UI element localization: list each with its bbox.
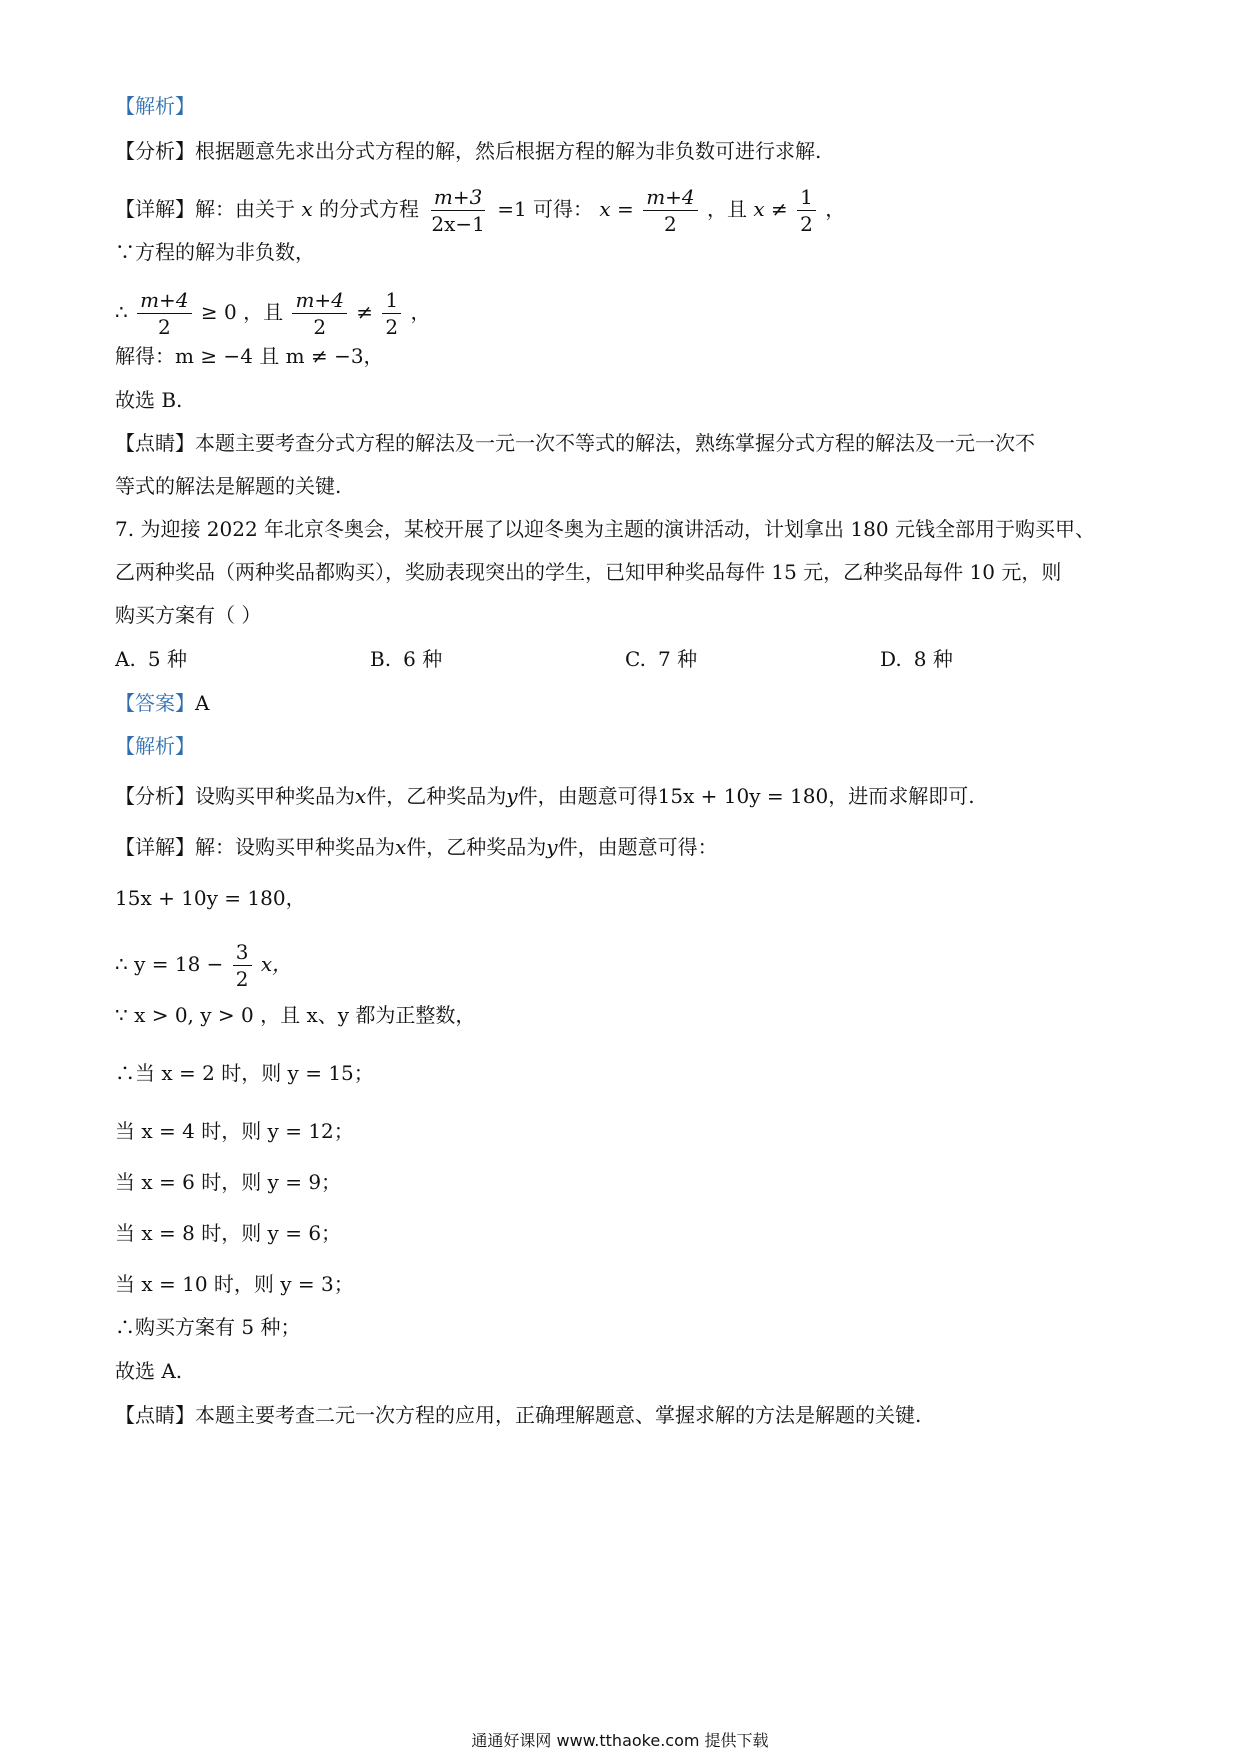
fraction-1-over-2 bbox=[382, 290, 401, 337]
q7-eq1-line bbox=[115, 884, 306, 912]
q7-stem-line-1 bbox=[115, 515, 1095, 543]
q7-case-2 bbox=[115, 1117, 354, 1145]
q7-detail-line bbox=[115, 833, 718, 861]
q7-choose-line bbox=[115, 1357, 182, 1385]
q7-answer-line bbox=[115, 689, 209, 717]
analysis-heading-1 bbox=[115, 92, 195, 120]
count-text: ∴购买方案有 5 种； bbox=[115, 1315, 301, 1339]
p1-detail-text: 的分式方程 bbox=[319, 197, 419, 221]
detail-text: 件，乙种奖品为 bbox=[406, 835, 547, 859]
p1-comment-line-2 bbox=[115, 472, 341, 500]
p1-detail-text: ， bbox=[825, 197, 846, 221]
fraction-numerator: m+4 bbox=[292, 290, 346, 314]
fraction-denominator: 2 bbox=[313, 315, 327, 339]
fenxi-tag: 【分析】 bbox=[115, 784, 195, 808]
analysis-tag: 【解析】 bbox=[115, 94, 195, 118]
case-text: 当 x = 10 时，则 y = 3； bbox=[115, 1272, 354, 1296]
dianjing-tag: 【点睛】 bbox=[115, 1403, 195, 1427]
p1-comment-line-1 bbox=[115, 429, 1035, 457]
detail-text: 件，由题意可得： bbox=[557, 835, 718, 859]
q7-stem-line-2 bbox=[115, 558, 1061, 586]
option-d bbox=[880, 645, 1135, 673]
analysis-text: 件，由题意可得 bbox=[517, 784, 658, 808]
equation: 15x + 10y = 180， bbox=[115, 886, 306, 910]
p1-detail-text: ，且 bbox=[707, 197, 747, 221]
therefore-text: ≥ 0 ，且 bbox=[200, 300, 284, 324]
option-letter: A. bbox=[115, 647, 136, 671]
option-text: 8 种 bbox=[913, 647, 953, 671]
option-letter: D. bbox=[880, 647, 902, 671]
choose-text: 故选 B. bbox=[115, 388, 183, 412]
var-x: x bbox=[355, 784, 367, 808]
analysis-tag: 【解析】 bbox=[115, 734, 195, 758]
fraction-m4-over-2 bbox=[643, 187, 697, 234]
choose-text: 故选 A. bbox=[115, 1359, 183, 1383]
condition-text: ∵ x > 0, y > 0 ，且 x、y 都为正整数， bbox=[115, 1003, 476, 1027]
var-x: x bbox=[395, 835, 407, 859]
p1-therefore-line bbox=[115, 288, 431, 339]
case-text: 当 x = 8 时，则 y = 6； bbox=[115, 1221, 342, 1245]
neq-symbol: ≠ bbox=[356, 300, 374, 324]
fraction-denominator: 2 bbox=[800, 212, 813, 236]
option-a bbox=[115, 645, 370, 673]
fraction-numerator: m+4 bbox=[643, 187, 697, 211]
p1-because-line bbox=[115, 238, 315, 266]
fraction-1-over-2 bbox=[797, 187, 816, 234]
q7-case-1 bbox=[115, 1059, 374, 1087]
comment-text: 本题主要考查二元一次方程的应用，正确理解题意、掌握求解的方法是解题的关键. bbox=[195, 1403, 922, 1427]
q7-options bbox=[115, 645, 1135, 673]
q7-comment-line bbox=[115, 1401, 921, 1429]
analysis-text: 设购买甲种奖品为 bbox=[195, 784, 355, 808]
p1-fenxi-text: 根据题意先求出分式方程的解，然后根据方程的解为非负数可进行求解. bbox=[195, 139, 822, 163]
analysis-heading-2 bbox=[115, 732, 195, 760]
ineq-x: x ≠ bbox=[753, 197, 788, 221]
option-c bbox=[625, 645, 880, 673]
comment-text: 等式的解法是解题的关键. bbox=[115, 474, 342, 498]
q7-analysis-line bbox=[115, 782, 975, 810]
fraction-numerator: 1 bbox=[797, 187, 816, 211]
fraction-denominator: 2 bbox=[385, 315, 399, 339]
fraction-denominator: 2 bbox=[664, 212, 677, 236]
p1-choose-line bbox=[115, 386, 182, 414]
because-text: ∵方程的解为非负数， bbox=[115, 240, 315, 264]
equation: 15x + 10y = 180 bbox=[657, 784, 829, 808]
p1-detail-text: =1 可得： bbox=[497, 197, 594, 221]
p1-analysis-line bbox=[115, 137, 821, 165]
q7-count-line bbox=[115, 1313, 300, 1341]
xiangjie-tag: 【详解】 bbox=[115, 835, 195, 859]
option-text: 6 种 bbox=[403, 647, 443, 671]
answer-tag: 【答案】 bbox=[115, 691, 195, 715]
q7-eq2-line bbox=[115, 940, 293, 991]
equation: x， bbox=[260, 952, 293, 976]
solve-text: 解得：m ≥ −4 且 m ≠ −3， bbox=[115, 344, 384, 368]
fraction-numerator: m+4 bbox=[137, 290, 191, 314]
fraction-m4-over-2 bbox=[137, 290, 191, 337]
q7-case-3 bbox=[115, 1168, 341, 1196]
page-footer: 通通好课网 www.tthaoke.com 提供下载 bbox=[471, 1731, 769, 1750]
case-text: ∴当 x = 2 时，则 y = 15； bbox=[115, 1061, 374, 1085]
option-b bbox=[370, 645, 625, 673]
xiangjie-tag: 【详解】 bbox=[115, 197, 195, 221]
answer-value: A bbox=[195, 691, 210, 715]
analysis-text: ，进而求解即可. bbox=[828, 784, 975, 808]
fraction-3-over-2 bbox=[233, 942, 252, 989]
q7-case-4 bbox=[115, 1219, 341, 1247]
fraction-denominator: 2x−1 bbox=[431, 212, 485, 236]
var-x: x bbox=[301, 197, 313, 221]
analysis-text: 件，乙种奖品为 bbox=[366, 784, 507, 808]
fraction-numerator: 3 bbox=[233, 942, 252, 966]
fraction-numerator: 1 bbox=[382, 290, 401, 314]
option-text: 7 种 bbox=[658, 647, 698, 671]
eq-x: x = bbox=[599, 197, 634, 221]
detail-text: 解：设购买甲种奖品为 bbox=[195, 835, 395, 859]
option-text: 5 种 bbox=[147, 647, 187, 671]
therefore-symbol: ∴ bbox=[115, 300, 128, 324]
comment-text: 本题主要考查分式方程的解法及一元一次不等式的解法，熟练掌握分式方程的解法及一元一次不 bbox=[195, 431, 1035, 455]
fraction-numerator: m+3 bbox=[431, 187, 485, 211]
p1-solve-line bbox=[115, 342, 384, 370]
case-text: 当 x = 6 时，则 y = 9； bbox=[115, 1170, 342, 1194]
fenxi-tag: 【分析】 bbox=[115, 139, 195, 163]
q7-stem-line-3 bbox=[115, 601, 261, 629]
option-letter: B. bbox=[370, 647, 392, 671]
p1-detail-line bbox=[115, 185, 846, 236]
dianjing-tag: 【点睛】 bbox=[115, 431, 195, 455]
question-text: 购买方案有（ ） bbox=[115, 603, 262, 627]
q7-condition-line bbox=[115, 1001, 475, 1029]
therefore-text: ， bbox=[410, 300, 431, 324]
fraction-denominator: 2 bbox=[235, 967, 249, 991]
p1-detail-text: 解：由关于 bbox=[195, 197, 295, 221]
question-text: 7. 为迎接 2022 年北京冬奥会，某校开展了以迎冬奥为主题的演讲活动，计划拿出 180 元钱全部用于购买甲、 bbox=[115, 517, 1095, 541]
fraction-denominator: 2 bbox=[157, 315, 171, 339]
q7-case-5 bbox=[115, 1270, 354, 1298]
equation: ∴ y = 18 − bbox=[115, 952, 224, 976]
option-letter: C. bbox=[625, 647, 646, 671]
fraction-m4-over-2 bbox=[292, 290, 346, 337]
question-text: 乙两种奖品（两种奖品都购买），奖励表现突出的学生，已知甲种奖品每件 15 元，乙种奖品每件 10 元，则 bbox=[115, 560, 1062, 584]
case-text: 当 x = 4 时，则 y = 12； bbox=[115, 1119, 354, 1143]
fraction-m3-over-2x1 bbox=[428, 187, 488, 234]
var-y: y bbox=[506, 784, 518, 808]
var-y: y bbox=[546, 835, 558, 859]
